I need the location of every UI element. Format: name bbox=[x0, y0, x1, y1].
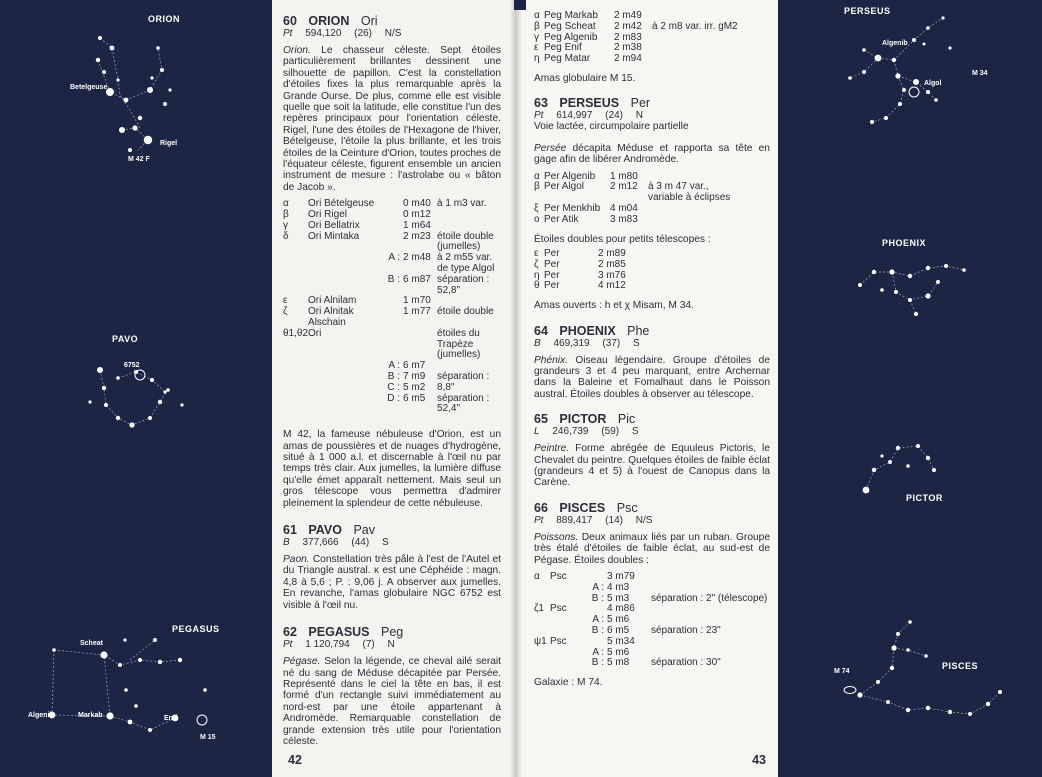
star-row bbox=[534, 182, 744, 204]
meta-area: 889,417 bbox=[556, 514, 593, 526]
star-note: à 1 m3 var. bbox=[437, 198, 487, 210]
entry-perseus bbox=[534, 96, 770, 311]
description-lead: Paon. bbox=[283, 554, 310, 566]
star-name: Psc bbox=[550, 571, 567, 583]
star-table-perseus bbox=[534, 172, 744, 226]
star-name: Per bbox=[544, 258, 560, 270]
star-gk: β bbox=[283, 209, 289, 221]
orion-stars bbox=[96, 36, 172, 152]
star-gk: α bbox=[534, 10, 540, 21]
star-row bbox=[283, 383, 499, 394]
star-note bbox=[652, 54, 738, 65]
entry-abbr: Pav bbox=[353, 523, 375, 538]
star-note: séparation : 2" (télescope) bbox=[651, 592, 768, 604]
star-row bbox=[534, 281, 626, 292]
star-mag: 3 m76 bbox=[598, 269, 626, 281]
star-mag: 2 m42 bbox=[614, 20, 642, 32]
star-mag: 2 m38 bbox=[614, 42, 642, 54]
star-name bbox=[550, 615, 574, 626]
star-label-algenib: Algenib bbox=[28, 712, 54, 719]
entry-description bbox=[283, 45, 501, 193]
star-gk bbox=[534, 615, 550, 626]
star-comp: A : bbox=[388, 360, 401, 372]
star-mag: 6 m87 bbox=[403, 273, 431, 285]
star-gk: α bbox=[534, 170, 540, 182]
star-row bbox=[534, 637, 767, 648]
star-mag: 5 m3 bbox=[607, 592, 630, 604]
meta-hemisphere: N bbox=[635, 110, 643, 122]
gutter-top-shadow bbox=[514, 0, 526, 10]
chart-title-pavo: PAVO bbox=[112, 334, 139, 344]
meta-rank: (24) bbox=[605, 110, 623, 122]
star-mag: 4 m86 bbox=[607, 603, 635, 615]
star-name: Per Algol bbox=[544, 181, 585, 193]
star-label-enif: Enif bbox=[164, 715, 178, 722]
meta-hemisphere: N/S bbox=[384, 28, 402, 39]
star-mag: 2 m83 bbox=[614, 31, 642, 43]
star-row bbox=[534, 54, 738, 65]
star-comp bbox=[378, 221, 403, 232]
star-name: Ori Bellatrix bbox=[308, 219, 360, 231]
entry-abbr: Ori bbox=[360, 14, 378, 28]
pegasus-after-text: Amas globulaire M 15. bbox=[534, 72, 636, 84]
star-row bbox=[534, 572, 767, 583]
meta-rank: (14) bbox=[605, 514, 623, 526]
star-gk bbox=[283, 275, 308, 297]
entry-pavo bbox=[283, 523, 501, 611]
star-comp bbox=[378, 232, 403, 254]
star-mag: 5 m8 bbox=[607, 657, 630, 669]
description-lead: Persée bbox=[534, 142, 567, 154]
meta-rank: (59) bbox=[601, 426, 620, 438]
star-note bbox=[437, 210, 499, 221]
description-text: Forme abrégée de Equuleus Pictoris, le Chevalet du peintre. Quelques étoiles de faible éclat (grandeurs 4 et 5) à l'ouest de Canopus dans la Carène. bbox=[534, 443, 770, 489]
star-note bbox=[651, 637, 767, 648]
star-note: étoile double bbox=[437, 306, 494, 318]
entry-pisces bbox=[534, 501, 770, 689]
star-name bbox=[308, 394, 378, 416]
star-gk: θ bbox=[534, 280, 540, 292]
description-lead: Poissons. bbox=[534, 531, 579, 543]
description-lead: Orion. bbox=[283, 45, 311, 56]
entry-heading bbox=[534, 96, 770, 110]
meta-code: Pt bbox=[283, 28, 293, 39]
entry-number: 66 bbox=[534, 500, 548, 515]
meta-hemisphere: N bbox=[387, 639, 395, 651]
entry-number: 61 bbox=[283, 523, 297, 538]
star-row bbox=[534, 215, 744, 226]
meta-code: Pt bbox=[534, 110, 544, 122]
star-gk bbox=[534, 583, 550, 594]
nebula-label-m42: M 42 F bbox=[128, 156, 150, 163]
star-label-algol: Algol bbox=[924, 80, 942, 87]
star-note: séparation : bbox=[437, 371, 490, 383]
entry-orion bbox=[283, 14, 501, 509]
entry-abbr: Phe bbox=[627, 323, 650, 338]
star-note bbox=[648, 215, 744, 226]
star-gk: ε bbox=[283, 295, 288, 307]
description-text: Le chasseur céleste. Sept étoiles particulièrement brillantes dessinent une silhouette de papillon. C'est la constellation d'étoiles fixes la plus remarquable après la Grande Ourse. De plus, comme elle est visible quelle que soit la latitude, elle constitue l'un des repères principaux pour l'orientation céleste. Rigel, l'une des étoiles de l'Hexagone de l'hiver, Bételgeuse, l'étoile la plus brillante, et les trois étoiles de la Ceinture d'Orion, toutes proches de l'équateur céleste, figurent ensemble un ancien instrument de mesure : l'astrolabe ou « bâton de Jacob ». bbox=[283, 45, 501, 193]
star-name: Peg Algenib bbox=[544, 31, 598, 43]
star-gk bbox=[283, 361, 308, 372]
star-name: Peg Scheat bbox=[544, 20, 596, 32]
entry-name: PISCES bbox=[559, 500, 606, 515]
star-mag: 0 m40 bbox=[403, 198, 431, 210]
entry-number: 60 bbox=[283, 14, 297, 28]
star-mag: 2 m49 bbox=[614, 10, 642, 21]
star-chart-panel-right bbox=[778, 0, 1042, 777]
star-mag: 2 m23 bbox=[403, 230, 431, 242]
star-name: Per bbox=[544, 248, 560, 259]
star-label-rigel: Rigel bbox=[160, 140, 178, 147]
entry-after-text: Amas ouverts : h et χ Misam, M 34. bbox=[534, 300, 694, 312]
star-mag: 2 m48 bbox=[403, 252, 431, 264]
star-mag: 3 m83 bbox=[610, 213, 638, 225]
star-name: Peg Enif bbox=[544, 42, 582, 54]
doubles-title: Étoiles doubles pour petits télescopes : bbox=[534, 233, 711, 245]
meta-code: B bbox=[534, 337, 541, 349]
entry-heading bbox=[534, 412, 770, 426]
entry-description bbox=[534, 143, 770, 166]
entry-meta bbox=[534, 426, 770, 437]
star-mag: 6 m5 bbox=[607, 625, 630, 637]
star-comp bbox=[378, 210, 403, 221]
star-table-pegasus bbox=[534, 11, 738, 65]
star-note: séparation : 23" bbox=[651, 625, 721, 637]
star-name bbox=[308, 383, 378, 394]
star-gk bbox=[283, 372, 308, 383]
star-name: Psc bbox=[550, 635, 567, 647]
star-gk: η bbox=[534, 269, 540, 281]
star-gk: ε bbox=[534, 42, 539, 54]
star-row bbox=[534, 22, 738, 33]
meta-area: 377,666 bbox=[302, 537, 339, 549]
entry-name: ORION bbox=[308, 14, 350, 28]
star-note bbox=[648, 204, 744, 215]
entry-meta bbox=[283, 537, 501, 548]
meta-rank: (44) bbox=[351, 537, 370, 549]
star-label-betelgeuse: Betelgeuse bbox=[70, 84, 108, 91]
star-row bbox=[283, 307, 499, 329]
meta-rank: (7) bbox=[362, 639, 375, 651]
star-name: Per bbox=[544, 269, 560, 281]
star-gk bbox=[283, 394, 308, 416]
entry-name: PICTOR bbox=[559, 412, 607, 427]
star-note bbox=[652, 43, 738, 54]
star-gk: ζ bbox=[283, 306, 288, 318]
star-gk: ε bbox=[534, 248, 539, 259]
star-name bbox=[308, 361, 378, 372]
star-name: Per Algenib bbox=[544, 170, 596, 182]
star-mag: 7 m9 bbox=[403, 371, 426, 383]
star-table-pisces bbox=[534, 572, 767, 669]
entry-description bbox=[534, 355, 770, 401]
meta-rank: (26) bbox=[354, 28, 372, 39]
star-note: à 3 m 47 var., variable à éclipses bbox=[648, 181, 731, 204]
entry-pictor bbox=[534, 412, 770, 489]
star-comp: A : bbox=[592, 614, 604, 626]
star-comp bbox=[378, 329, 403, 361]
star-name: Ori Mintaka bbox=[308, 230, 360, 242]
star-note: étoiles du Trapèze (jumelles) bbox=[437, 327, 481, 361]
star-comp: A : bbox=[592, 646, 604, 658]
star-row bbox=[534, 626, 767, 637]
star-name: Ori bbox=[308, 327, 322, 339]
star-gk: δ bbox=[283, 230, 289, 242]
star-mag: 4 m04 bbox=[610, 203, 638, 214]
star-label-scheat: Scheat bbox=[80, 640, 103, 647]
star-gk bbox=[534, 648, 550, 659]
book-gutter bbox=[510, 0, 522, 777]
description-text: Deux animaux liés par un ruban. Groupe très étalé d'étoiles de faible éclat, au sud-est de Pégase. Étoiles doubles : bbox=[534, 531, 770, 566]
star-name: Per Menkhib bbox=[544, 203, 601, 214]
star-label-algenib-per: Algenib bbox=[882, 40, 908, 47]
star-gk: β bbox=[534, 181, 540, 193]
star-gk: α bbox=[534, 571, 540, 583]
star-row bbox=[283, 232, 499, 254]
entry-heading bbox=[283, 523, 501, 537]
meta-area: 614,997 bbox=[556, 110, 593, 122]
entry-heading bbox=[534, 501, 770, 515]
star-name bbox=[308, 253, 378, 275]
meta-rank: (37) bbox=[602, 337, 621, 349]
chart-title-pegasus: PEGASUS bbox=[172, 624, 220, 634]
star-table-orion bbox=[283, 199, 499, 415]
star-name: Ori Rigel bbox=[308, 209, 347, 221]
star-comp: C : bbox=[387, 381, 401, 393]
meta-area: 469,319 bbox=[553, 337, 590, 349]
star-gk: β bbox=[534, 20, 540, 32]
description-lead: Peintre. bbox=[534, 443, 570, 455]
star-name: Ori Alnilam bbox=[308, 295, 357, 307]
star-row bbox=[534, 658, 767, 669]
entry-description bbox=[534, 532, 770, 566]
star-mag: 5 m6 bbox=[607, 614, 630, 626]
star-mag: 1 m64 bbox=[403, 219, 431, 231]
entry-number: 65 bbox=[534, 412, 548, 427]
star-name: Per bbox=[544, 280, 560, 292]
star-name bbox=[550, 583, 574, 594]
page-number-left: 42 bbox=[288, 753, 302, 767]
star-comp bbox=[378, 199, 403, 210]
star-mag: 3 m79 bbox=[607, 571, 635, 583]
star-mag: 2 m12 bbox=[610, 181, 638, 193]
description-lead: Phénix. bbox=[534, 354, 568, 366]
star-comp: B : bbox=[591, 625, 604, 637]
entry-name: PEGASUS bbox=[308, 625, 370, 640]
star-row bbox=[283, 394, 499, 416]
chart-title-pictor: PICTOR bbox=[906, 493, 943, 503]
meta-hemisphere: S bbox=[381, 537, 389, 549]
star-name bbox=[308, 372, 378, 383]
galaxy-label-m74: M 74 bbox=[834, 668, 850, 675]
star-name bbox=[308, 275, 378, 297]
star-mag: 1 m77 bbox=[403, 306, 431, 318]
cluster-label-m34: M 34 bbox=[972, 70, 988, 77]
star-row bbox=[534, 604, 767, 615]
description-text: Oiseau légendaire. Groupe d'étoiles de grandeurs 3 et 4 peu marquant, entre Archernar dans la Baleine et Fomalhaut dans le Poisson austral. Étoiles doubles à observer au télescope. bbox=[534, 354, 770, 400]
doubles-table-perseus bbox=[534, 249, 626, 292]
page-right bbox=[516, 0, 778, 777]
entry-number: 62 bbox=[283, 625, 297, 640]
star-chart-panel-left bbox=[0, 0, 272, 777]
entry-meta bbox=[534, 515, 770, 526]
star-comp: B : bbox=[387, 371, 401, 383]
star-gk bbox=[534, 658, 550, 669]
star-comp: B : bbox=[591, 657, 604, 669]
meta-code: Pt bbox=[283, 639, 293, 651]
star-mag: 5 m6 bbox=[607, 646, 630, 658]
entry-pegasus bbox=[283, 625, 501, 747]
star-note: étoile double (jumelles) bbox=[437, 230, 494, 253]
star-note bbox=[652, 33, 738, 44]
star-note bbox=[651, 604, 767, 615]
star-name: Peg Markab bbox=[544, 10, 598, 21]
star-name: Ori Alnitak Alschain bbox=[308, 306, 354, 329]
star-mag: 1 m70 bbox=[403, 295, 431, 307]
entry-name: PHOENIX bbox=[559, 323, 616, 338]
star-mag: 5 m2 bbox=[403, 381, 426, 393]
star-row bbox=[534, 260, 626, 271]
star-comp: A : bbox=[388, 252, 401, 264]
star-mag: 5 m34 bbox=[607, 635, 635, 647]
entry-description bbox=[283, 554, 501, 611]
star-gk: ζ1 bbox=[534, 603, 544, 615]
star-name: Per Atik bbox=[544, 213, 579, 225]
star-gk: ψ1 bbox=[534, 635, 547, 647]
star-label-markab: Markab bbox=[78, 712, 103, 719]
star-comp: A : bbox=[592, 581, 604, 593]
entry-heading bbox=[534, 324, 770, 338]
star-mag: 1 m80 bbox=[610, 170, 638, 182]
meta-hemisphere: S bbox=[632, 337, 640, 349]
star-mag bbox=[403, 329, 437, 361]
star-gk: γ bbox=[534, 31, 539, 43]
cluster-label-m15: M 15 bbox=[200, 734, 216, 741]
star-row bbox=[283, 275, 499, 297]
entry-meta bbox=[283, 28, 501, 39]
cluster-label-6752: 6752 bbox=[124, 362, 140, 369]
star-charts-right bbox=[778, 0, 1042, 777]
star-note: à 2 m8 var. irr. gM2 bbox=[652, 20, 738, 32]
star-row bbox=[534, 594, 767, 605]
entry-abbr: Pic bbox=[617, 412, 636, 427]
entry-meta bbox=[534, 110, 770, 121]
meta-area: 594,120 bbox=[305, 28, 342, 39]
star-gk: η bbox=[534, 53, 540, 65]
entry-heading bbox=[283, 14, 501, 28]
star-mag: 0 m12 bbox=[403, 209, 431, 221]
entry-description bbox=[534, 443, 770, 489]
star-gk: γ bbox=[283, 219, 288, 231]
star-name bbox=[550, 658, 574, 669]
description-text: Constellation très pâle à l'est de l'Autel et du Triangle austral. κ est une Céphéide : magn. 4,8 à 5,6 ; P. : 9,06 j. A observer aux jumelles. En revanche, l'amas globulaire NGC 6752 est visible à l'œil nu. bbox=[283, 554, 501, 611]
star-comp: D : bbox=[387, 392, 401, 404]
entry-meta bbox=[534, 338, 770, 349]
entry-after-text: M 42, la fameuse nébuleuse d'Orion, est un amas de poussières et de nuages d'hydrogène, situé à 1 000 a.l. et discernable à l'œil nu par temps très clair. Aux jumelles, la lumière diffuse qu'elle émet apparaît nettement. Mais seul un gros télescope vous permettra d'admirer pleinement la splendeur de cette nébuleuse. bbox=[283, 429, 501, 509]
right-text-column bbox=[534, 11, 770, 695]
page-number-right: 43 bbox=[752, 753, 766, 767]
star-name: Ori Bételgeuse bbox=[308, 198, 375, 210]
star-gk bbox=[283, 253, 308, 275]
meta-area: 1 120,794 bbox=[305, 639, 350, 651]
entry-abbr: Per bbox=[630, 96, 651, 111]
star-mag: 2 m89 bbox=[598, 248, 626, 259]
star-mag: 4 m12 bbox=[598, 280, 626, 292]
star-gk: α bbox=[283, 198, 289, 210]
entry-description bbox=[283, 656, 501, 747]
meta-hemisphere: S bbox=[631, 426, 639, 438]
star-mag: 2 m85 bbox=[598, 258, 626, 270]
entry-after-text: Galaxie : M 74. bbox=[534, 677, 603, 689]
entry-number: 63 bbox=[534, 96, 548, 111]
entry-abbr: Psc bbox=[616, 500, 638, 515]
star-gk bbox=[283, 383, 308, 394]
entry-name: PAVO bbox=[308, 523, 342, 538]
chart-title-phoenix: PHOENIX bbox=[882, 238, 927, 248]
meta-hemisphere: N/S bbox=[635, 514, 653, 526]
star-note: séparation : 52,8" bbox=[437, 273, 490, 296]
star-mag: 2 m94 bbox=[614, 53, 642, 65]
star-gk: θ1,θ2 bbox=[283, 327, 309, 339]
star-row bbox=[283, 329, 499, 361]
star-note: à 2 m55 var. de type Algol bbox=[437, 252, 495, 275]
meta-code: Pt bbox=[534, 514, 544, 526]
entry-phoenix bbox=[534, 324, 770, 401]
star-row bbox=[283, 253, 499, 275]
star-gk: ξ bbox=[534, 203, 539, 214]
star-comp: B : bbox=[591, 592, 604, 604]
star-note: séparation : 30" bbox=[651, 657, 721, 669]
description-text: Selon la légende, ce cheval ailé serait né du sang de Méduse décapitée par Persée. Représenté dans le ciel la tête en bas, il est formé d'un rectangle suivi immédiatement au nord-est par une étoile appartenant à Andromède. Remarquable constellation de grande extension très utile pour l'orientation céleste. bbox=[283, 656, 501, 747]
star-comp bbox=[378, 307, 403, 329]
chart-title-pisces: PISCES bbox=[942, 661, 979, 671]
meta-area: 246,739 bbox=[552, 426, 589, 438]
entry-subline: Voie lactée, circumpolaire partielle bbox=[534, 121, 689, 133]
chart-title-perseus: PERSEUS bbox=[844, 6, 891, 16]
page-left bbox=[272, 0, 516, 777]
left-text-column bbox=[283, 14, 501, 753]
star-gk: ζ bbox=[534, 258, 539, 270]
entry-abbr: Peg bbox=[381, 625, 404, 640]
star-note bbox=[651, 572, 767, 583]
star-note: 8,8" bbox=[437, 381, 455, 393]
description-text: décapita Méduse et rapporta sa tête en gage afin de libérer Andromède. bbox=[534, 142, 770, 166]
star-name: Psc bbox=[550, 603, 567, 615]
star-mag: 6 m5 bbox=[403, 392, 426, 404]
entry-meta bbox=[283, 639, 501, 650]
star-gk: ο bbox=[534, 213, 540, 225]
star-name: Peg Matar bbox=[544, 53, 591, 65]
star-comp: B : bbox=[387, 273, 401, 285]
star-mag: 4 m3 bbox=[607, 581, 630, 593]
meta-code: L bbox=[534, 426, 540, 438]
description-lead: Pégase. bbox=[283, 656, 321, 668]
meta-code: B bbox=[283, 537, 290, 549]
star-charts-left bbox=[0, 0, 272, 777]
star-comp bbox=[378, 296, 403, 307]
star-mag: 6 m7 bbox=[403, 360, 426, 372]
entry-number: 64 bbox=[534, 323, 548, 338]
star-name bbox=[550, 648, 574, 659]
entry-name: PERSEUS bbox=[559, 96, 620, 111]
chart-title-orion: ORION bbox=[148, 14, 181, 24]
star-note: séparation : 52,4" bbox=[437, 392, 490, 415]
entry-heading bbox=[283, 625, 501, 639]
